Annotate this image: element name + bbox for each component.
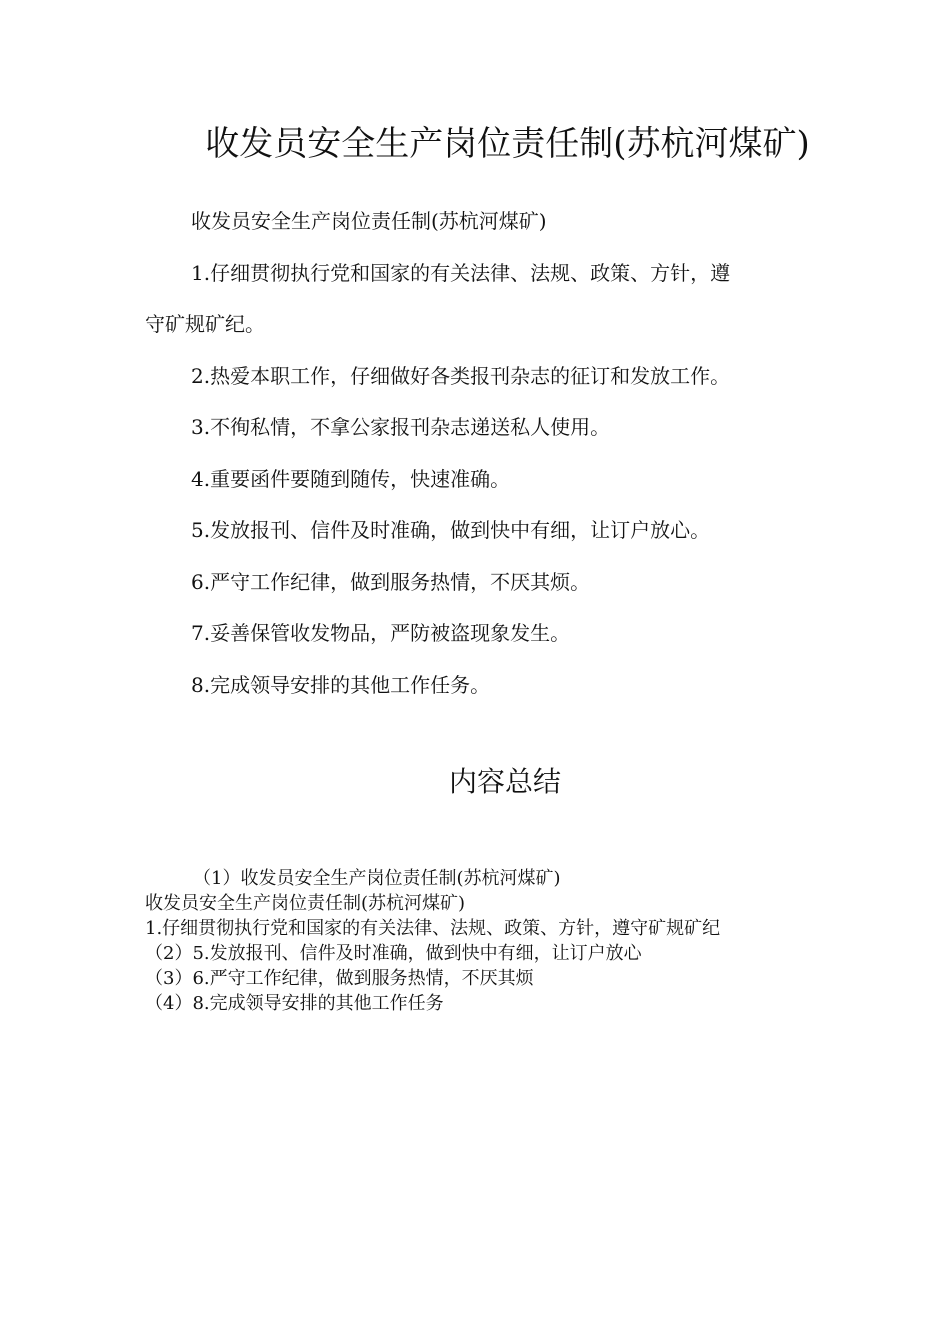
paragraph-item-5: 5.发放报刊、信件及时准确，做到快中有细，让订户放心。 <box>191 518 711 542</box>
paragraph-item-2: 2.热爱本职工作，仔细做好各类报刊杂志的征订和发放工作。 <box>191 363 731 388</box>
summary-line-3: 1.仔细贯彻执行党和国家的有关法律、法规、政策、方针，遵守矿规矿纪 <box>145 918 721 939</box>
document-body <box>145 196 810 711</box>
summary-heading: 内容总结 <box>448 765 561 798</box>
paragraph-item-4: 4.重要函件要随到随传，快速准确。 <box>191 466 511 491</box>
paragraph-intro: 收发员安全生产岗位责任制(苏杭河煤矿) <box>191 209 547 233</box>
summary-line-2: 收发员安全生产岗位责任制(苏杭河煤矿) <box>145 893 466 914</box>
summary-line-4: （2）5.发放报刊、信件及时准确，做到快中有细，让订户放心 <box>145 943 642 964</box>
summary-line-1: （1）收发员安全生产岗位责任制(苏杭河煤矿) <box>193 868 561 889</box>
document-title: 收发员安全生产岗位责任制(苏杭河煤矿) <box>205 124 810 164</box>
paragraph-item-7: 7.妥善保管收发物品，严防被盗现象发生。 <box>191 621 571 645</box>
summary-block <box>145 866 845 1016</box>
paragraph-item-6: 6.严守工作纪律，做到服务热情，不厌其烦。 <box>191 569 591 594</box>
paragraph-item-8: 8.完成领导安排的其他工作任务。 <box>191 672 491 697</box>
paragraph-item-1-continued: 守矿规矿纪。 <box>145 312 265 336</box>
summary-line-5: （3）6.严守工作纪律，做到服务热情，不厌其烦 <box>145 968 534 989</box>
paragraph-item-3: 3.不徇私情，不拿公家报刊杂志递送私人使用。 <box>191 415 611 439</box>
summary-line-6: （4）8.完成领导安排的其他工作任务 <box>145 993 444 1014</box>
paragraph-item-1: 1.仔细贯彻执行党和国家的有关法律、法规、政策、方针，遵 <box>191 260 731 285</box>
